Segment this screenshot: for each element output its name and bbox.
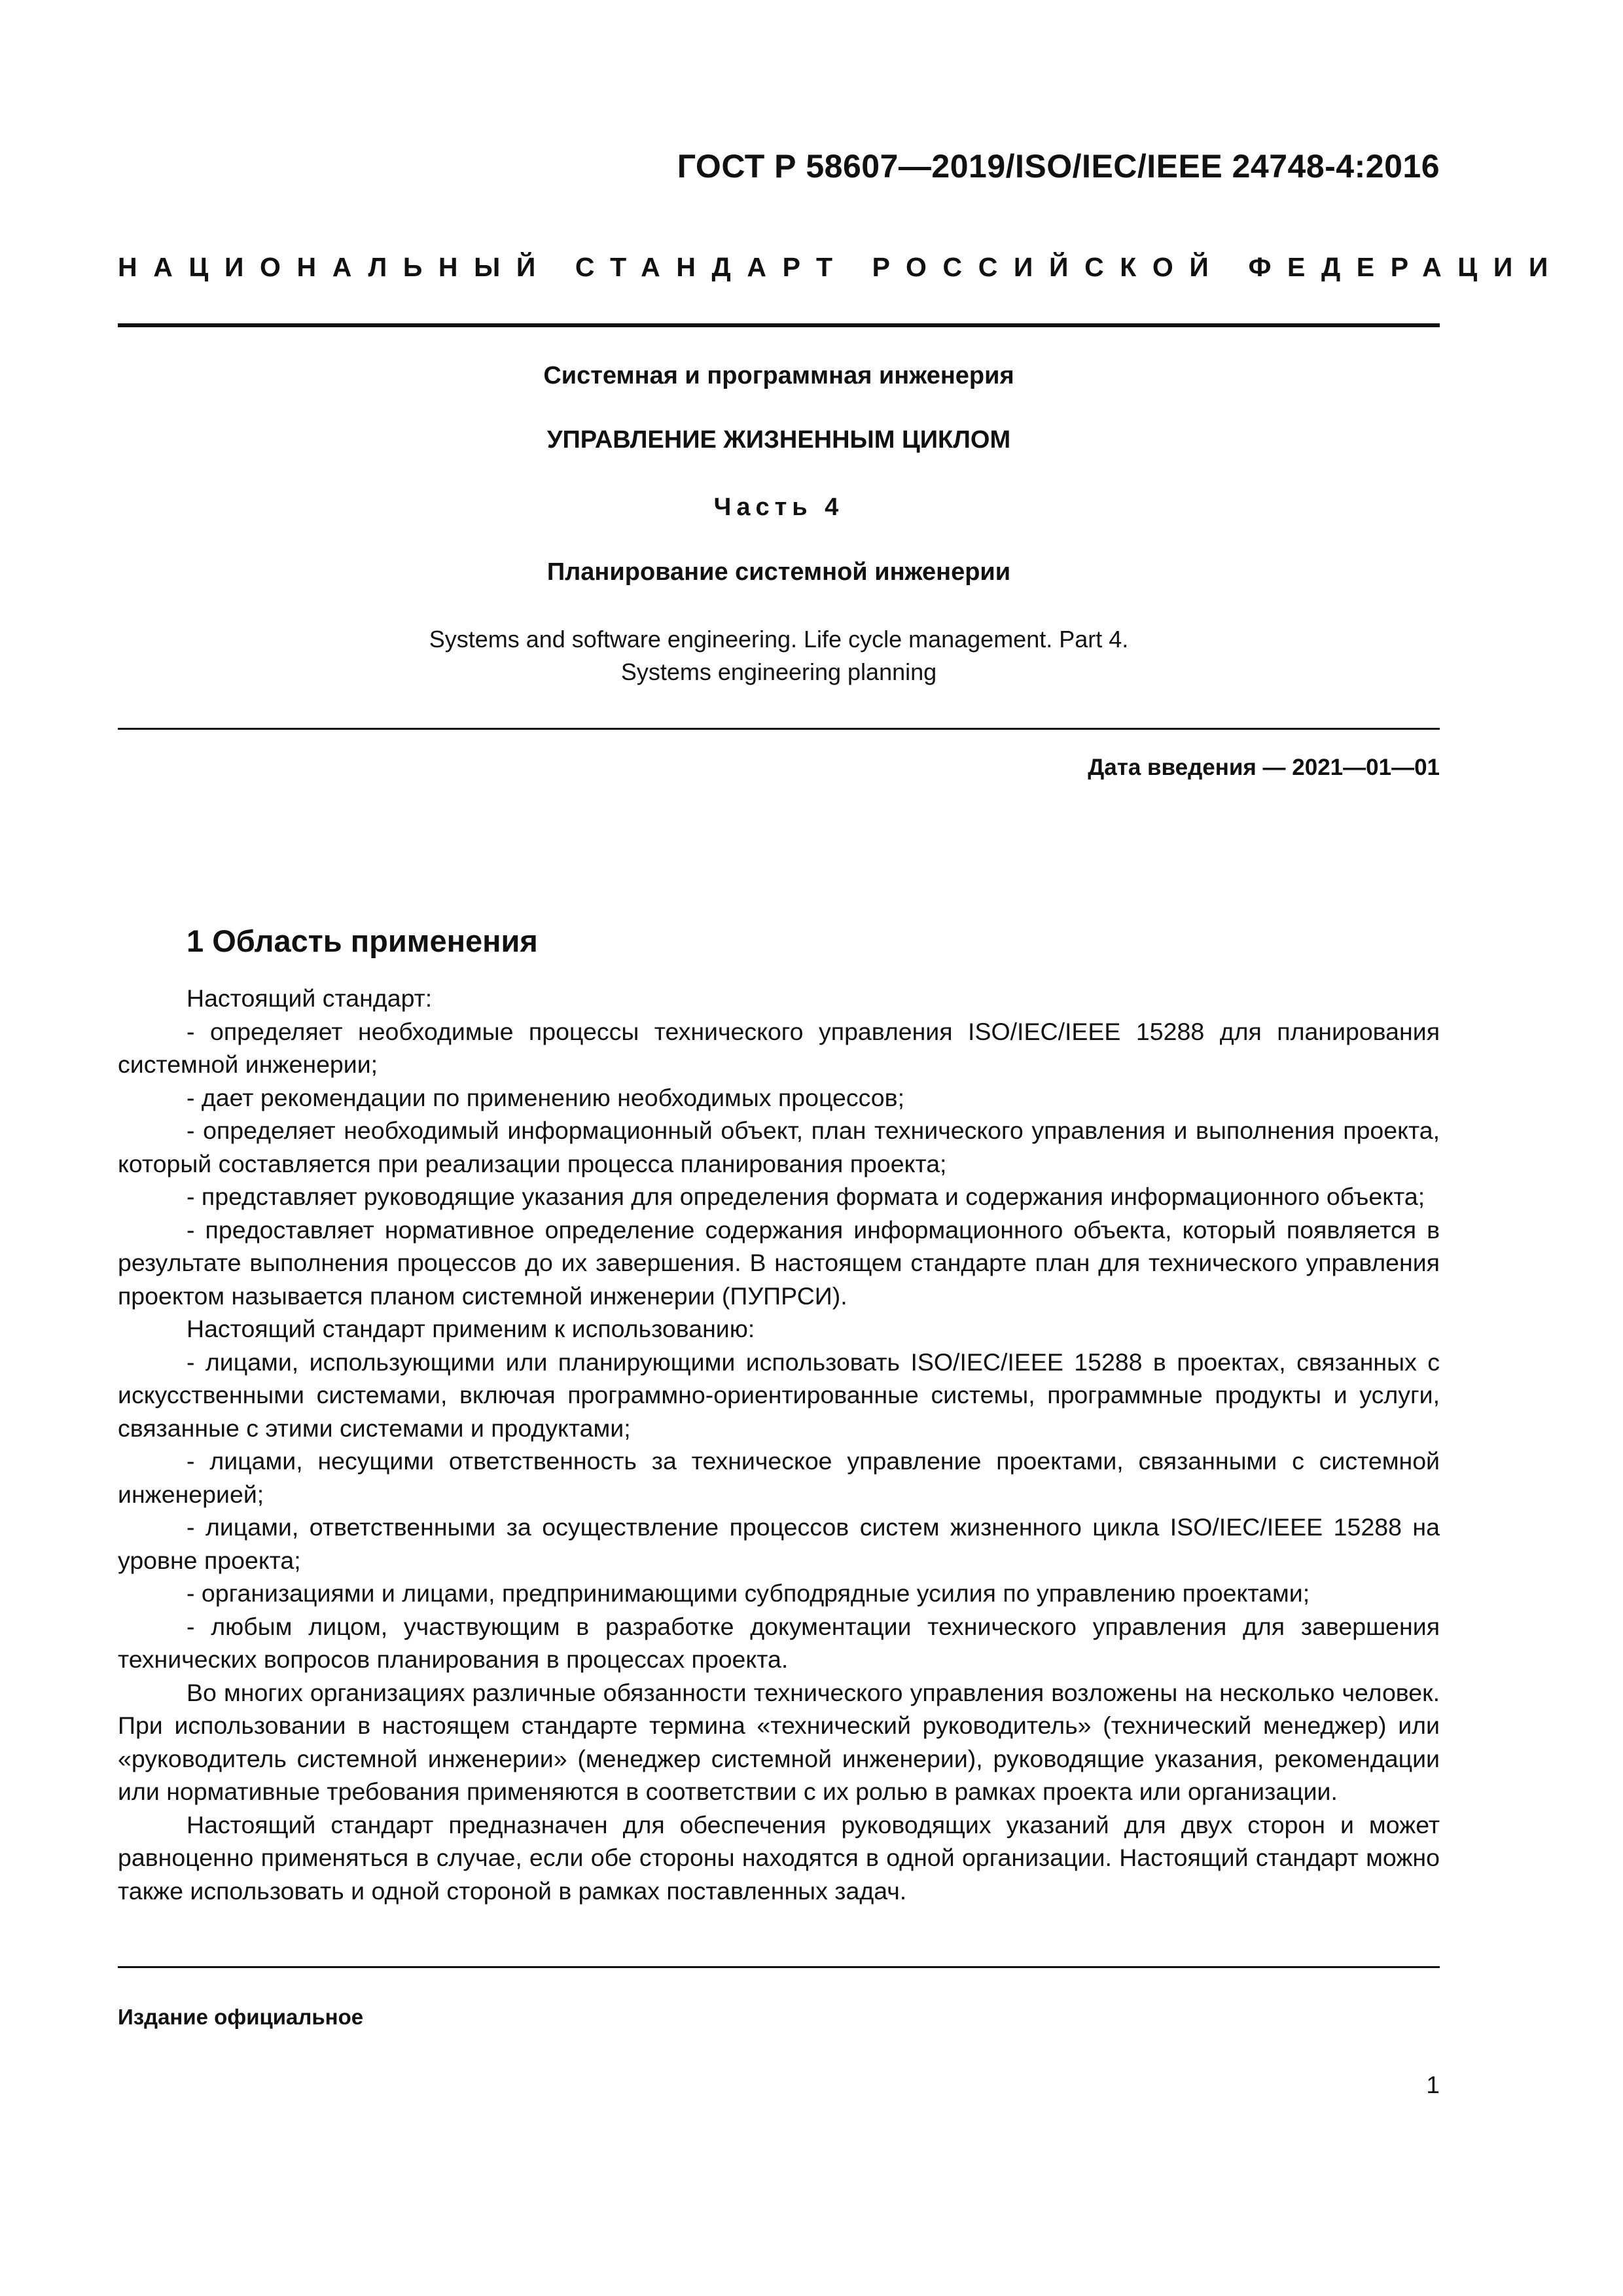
document-page [118, 0, 1564, 2296]
title-part: Часть 4 [713, 493, 844, 521]
paragraph: - представляет руководящие указания для определения формата и содержания информационного объекта; [187, 1183, 1425, 1210]
paragraph: - организациями и лицами, предпринимающими субподрядные усилия по управлению проектами; [187, 1579, 1310, 1607]
paragraph: Во многих организациях различные обязанности технического управления возложены на несколько человек. При использовании в настоящем стандарте термина «технический руководитель» (технический менеджер) или «руководитель системной инженерии» (менеджер системной инженерии), руководящие указания, рекомендации или нормативные требования применяются в соответствии с их ролью в рамках проекта или организации. [118, 1678, 1440, 1805]
title-bottom-rule [118, 728, 1440, 730]
national-standard-banner: НАЦИОНАЛЬНЫЙ СТАНДАРТ РОССИЙСКОЙ ФЕДЕРАЦИИ [118, 252, 1564, 282]
english-title-line-2: Systems engineering planning [620, 658, 937, 685]
title-line-4: Планирование системной инженерии [546, 558, 1011, 586]
title-line-2: УПРАВЛЕНИЕ ЖИЗНЕННЫМ ЦИКЛОМ [546, 426, 1011, 454]
paragraph: - предоставляет нормативное определение содержания информационного объекта, который появляется в результате выполнения процессов до их завершения. В настоящем стандарте план для технического управления проектом называется планом системной инженерии (ПУПРСИ). [118, 1215, 1440, 1310]
paragraph: - определяет необходимый информационный объект, план технического управления и выполнения проекта, который составляется при реализации процесса планирования проекта; [118, 1117, 1440, 1177]
paragraph: Настоящий стандарт применим к использованию: [187, 1315, 755, 1342]
gost-number: ГОСТ Р 58607—2019/ISO/IEC/IEEE 24748-4:2016 [677, 148, 1440, 185]
paragraph: - лицами, ответственными за осуществление процессов систем жизненного цикла ISO/IEC/IEEE 15288 на уровне проекта; [118, 1513, 1440, 1574]
footer-rule [118, 1966, 1440, 1968]
paragraph: - лицами, использующими или планирующими использовать ISO/IEC/IEEE 15288 в проектах, связанных с искусственными системами, включая программно-ориентированные системы, программные продукты и услуги, связанные с этими системами и продуктами; [118, 1348, 1440, 1442]
paragraph: Настоящий стандарт предназначен для обеспечения руководящих указаний для двух сторон и может равноценно применяться в случае, если обе стороны находятся в одной организации. Настоящий стандарт можно также использовать и одной стороной в рамках поставленных задач. [118, 1810, 1440, 1905]
introduction-date: Дата введения — 2021—01—01 [1088, 755, 1440, 780]
paragraph: - дает рекомендации по применению необходимых процессов; [187, 1083, 905, 1111]
edition-label: Издание официальное [118, 2005, 364, 2029]
paragraph: - лицами, несущими ответственность за техническое управление проектами, связанными с системной инженерией; [118, 1447, 1440, 1508]
paragraph: - определяет необходимые процессы технического управления ISO/IEC/IEEE 15288 для планирования системной инженерии; [118, 1017, 1440, 1078]
paragraph: - любым лицом, участвующим в разработке документации технического управления для завершения технических вопросов планирования в процессах проекта. [118, 1612, 1440, 1673]
title-line-1: Системная и программная инженерия [543, 362, 1014, 389]
english-title-line-1: Systems and software engineering. Life cycle management. Part 4. [429, 626, 1129, 653]
top-rule [118, 323, 1440, 327]
paragraph: Настоящий стандарт: [187, 984, 433, 1012]
section-heading: 1 Область применения [187, 924, 538, 958]
section-body [118, 982, 1440, 1907]
page-number: 1 [1426, 2072, 1440, 2098]
